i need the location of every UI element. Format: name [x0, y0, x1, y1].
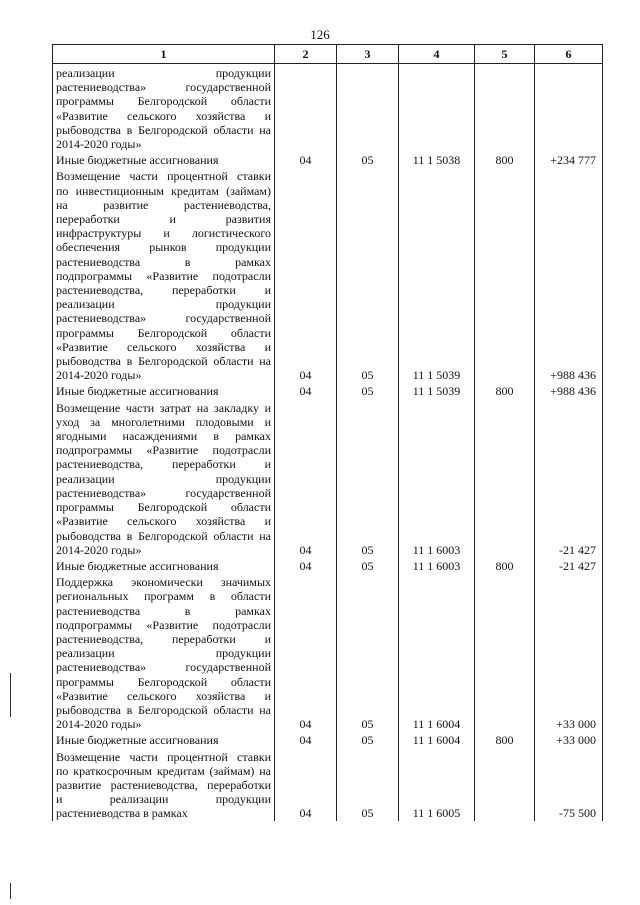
description-line: переработки и развития	[56, 212, 271, 227]
target-article-code: 11 1 5039	[399, 167, 475, 382]
section-code	[275, 64, 337, 152]
table-row	[53, 151, 603, 167]
row-description	[53, 557, 275, 573]
expense-type-code: 800	[475, 382, 535, 398]
row-description	[53, 64, 275, 152]
description-line: рыбоводства в Белгородской области на	[56, 702, 271, 717]
subsection-code	[337, 64, 399, 152]
description-line: 2014-2020 годы»	[56, 542, 142, 557]
description-line: реализации продукции	[56, 297, 271, 312]
description-line: растениеводства» государственной	[56, 485, 271, 500]
subsection-code: 05	[337, 731, 399, 747]
description-line: по инвестиционным кредитам (займам)	[56, 183, 271, 198]
section-code: 04	[275, 399, 337, 557]
expense-type-code: 800	[475, 731, 535, 747]
description-line: растениеводства, переработки и	[56, 283, 271, 298]
description-line: подпрограммы «Развитие подотрасли	[56, 268, 271, 283]
subsection-code: 05	[337, 151, 399, 167]
target-article-code	[399, 64, 475, 152]
subsection-code: 05	[337, 557, 399, 573]
amount	[535, 64, 603, 152]
target-article-code: 11 1 5038	[399, 151, 475, 167]
subsection-code: 05	[337, 167, 399, 382]
description-line: программы Белгородской области	[56, 94, 271, 109]
description-line: программы Белгородской области	[56, 674, 271, 689]
amount: +33 000	[535, 573, 603, 731]
section-code: 04	[275, 731, 337, 747]
column-header: 2	[275, 45, 337, 64]
description-line: «Развитие сельского хозяйства и	[56, 514, 271, 529]
section-code: 04	[275, 151, 337, 167]
description-line: Возмещение части процентной ставки	[56, 749, 271, 764]
section-code: 04	[275, 557, 337, 573]
subsection-code: 05	[337, 382, 399, 398]
table-row	[53, 399, 603, 557]
row-description	[53, 399, 275, 557]
column-header: 6	[535, 45, 603, 64]
subsection-code: 05	[337, 399, 399, 557]
description-line: «Развитие сельского хозяйства и	[56, 108, 271, 123]
expense-type-code: 800	[475, 151, 535, 167]
margin-mark	[10, 883, 11, 899]
table-row	[53, 748, 603, 821]
table-header-row	[53, 45, 603, 64]
description-line: растениеводства» государственной	[56, 311, 271, 326]
target-article-code: 11 1 6003	[399, 557, 475, 573]
description-line: 2014-2020 годы»	[56, 368, 142, 383]
column-header: 5	[475, 45, 535, 64]
description-line: программы Белгородской области	[56, 500, 271, 515]
amount: -21 427	[535, 557, 603, 573]
description-line: «Развитие сельского хозяйства и	[56, 688, 271, 703]
description-line: реализации продукции	[56, 471, 271, 486]
description-line: реализации продукции	[56, 646, 271, 661]
row-description	[53, 382, 275, 398]
description-line: на развитие растениеводства,	[56, 197, 271, 212]
description-line: Возмещение части затрат на закладку и	[56, 400, 271, 415]
description-line: Иные бюджетные ассигнования	[56, 384, 219, 399]
row-description	[53, 748, 275, 821]
description-line: растениеводства, переработки и	[56, 631, 271, 646]
row-description	[53, 151, 275, 167]
amount: -75 500	[535, 748, 603, 821]
table-row	[53, 731, 603, 747]
description-line: по краткосрочным кредитам (займам) на	[56, 763, 271, 778]
amount: -21 427	[535, 399, 603, 557]
section-code: 04	[275, 748, 337, 821]
description-line: растениеводства» государственной	[56, 80, 271, 95]
description-line: Иные бюджетные ассигнования	[56, 558, 219, 573]
description-line: растениеводства, переработки и	[56, 457, 271, 472]
target-article-code: 11 1 6003	[399, 399, 475, 557]
description-line: подпрограммы «Развитие подотрасли	[56, 617, 271, 632]
margin-mark	[10, 673, 11, 717]
description-line: рыбоводства в Белгородской области на	[56, 122, 271, 137]
section-code: 04	[275, 382, 337, 398]
expense-type-code	[475, 167, 535, 382]
expense-type-code	[475, 748, 535, 821]
description-line: 2014-2020 годы»	[56, 137, 142, 152]
description-line: уход за многолетними плодовыми и	[56, 414, 271, 429]
description-line: обеспечения рынков продукции	[56, 240, 271, 255]
description-line: развитие растениеводства, переработки	[56, 777, 271, 792]
target-article-code: 11 1 6004	[399, 573, 475, 731]
description-line: растениеводства» государственной	[56, 660, 271, 675]
table-row	[53, 64, 603, 152]
description-line: растениеводства в рамках	[56, 603, 271, 618]
target-article-code: 11 1 6004	[399, 731, 475, 747]
description-line: рыбоводства в Белгородской области на	[56, 528, 271, 543]
description-line: «Развитие сельского хозяйства и	[56, 339, 271, 354]
section-code: 04	[275, 167, 337, 382]
expense-type-code	[475, 573, 535, 731]
column-header: 1	[53, 45, 275, 64]
row-description	[53, 573, 275, 731]
description-line: Возмещение части процентной ставки	[56, 169, 271, 184]
target-article-code: 11 1 6005	[399, 748, 475, 821]
table-body	[53, 64, 603, 821]
subsection-code: 05	[337, 748, 399, 821]
table-row	[53, 573, 603, 731]
amount: +988 436	[535, 167, 603, 382]
section-code: 04	[275, 573, 337, 731]
description-line: рыбоводства в Белгородской области на	[56, 354, 271, 369]
description-line: Поддержка экономически значимых	[56, 575, 271, 590]
amount: +988 436	[535, 382, 603, 398]
amount: +234 777	[535, 151, 603, 167]
description-line: ягодными насаждениями в рамках	[56, 429, 271, 444]
column-header: 4	[399, 45, 475, 64]
description-line: реализации продукции	[56, 66, 271, 80]
description-line: Иные бюджетные ассигнования	[56, 153, 219, 168]
row-description	[53, 167, 275, 382]
table-row	[53, 382, 603, 398]
description-line: растениеводства в рамках	[56, 254, 271, 269]
page-number: 126	[310, 27, 330, 42]
table-row	[53, 557, 603, 573]
expense-type-code	[475, 399, 535, 557]
expense-type-code	[475, 64, 535, 152]
description-line: региональных программ в области	[56, 589, 271, 604]
expense-type-code: 800	[475, 557, 535, 573]
table-row	[53, 167, 603, 382]
column-header: 3	[337, 45, 399, 64]
description-line: и реализации продукции	[56, 792, 271, 807]
description-line: Иные бюджетные ассигнования	[56, 733, 219, 748]
description-line: программы Белгородской области	[56, 325, 271, 340]
row-description	[53, 731, 275, 747]
subsection-code: 05	[337, 573, 399, 731]
description-line: 2014-2020 годы»	[56, 717, 142, 732]
description-line: растениеводства в рамках	[56, 806, 188, 821]
budget-table	[52, 44, 603, 821]
description-line: инфраструктуры и логистического	[56, 226, 271, 241]
amount: +33 000	[535, 731, 603, 747]
description-line: подпрограммы «Развитие подотрасли	[56, 443, 271, 458]
target-article-code: 11 1 5039	[399, 382, 475, 398]
